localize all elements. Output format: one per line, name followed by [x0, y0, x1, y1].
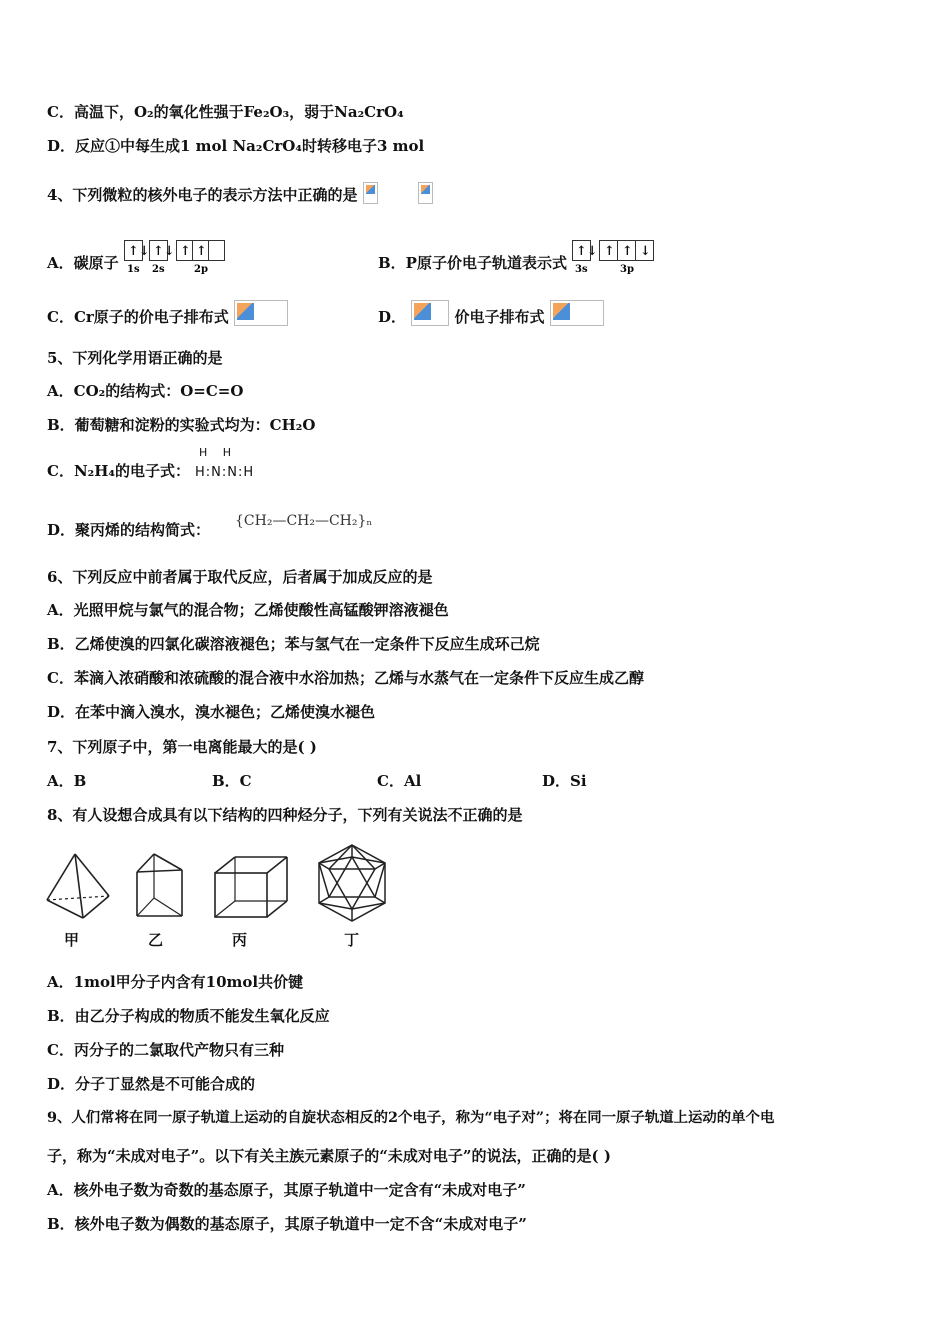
svg-text:↑↓: ↑↓	[152, 244, 175, 259]
q4-option-d-suffix: 价电子排布式	[454, 308, 545, 326]
q7-option-d: D．Si	[542, 772, 587, 790]
q3-option-d: D．反应①中每生成1 mol Na₂CrO₄时转移电子3 mol	[47, 137, 425, 155]
q4-option-b-text: B．P原子价电子轨道表示式	[378, 254, 567, 272]
q5-option-c: C．N₂H₄的电子式：	[47, 462, 190, 480]
triangular-prism-molecule	[134, 852, 186, 920]
svg-text:↑↓: ↑↓	[127, 244, 150, 259]
n2h4-electron-formula: H:N:N:H	[195, 465, 255, 480]
q4-stem	[47, 182, 433, 205]
broken-image-icon	[234, 300, 288, 326]
icosahedron-molecule	[313, 843, 391, 925]
q8-stem: 8、有人设想合成具有以下结构的四种烃分子，下列有关说法不正确的是	[47, 806, 523, 824]
q7-option-c: C．Al	[377, 772, 422, 790]
q6-option-b: B．乙烯使溴的四氯化碳溶液褪色；苯与氢气在一定条件下反应生成环己烷	[47, 635, 540, 653]
q9-stem-line2: 子，称为“未成对电子”。以下有关主族元素原子的“未成对电子”的说法，正确的是( )	[47, 1147, 611, 1165]
orbital-label-2p: 2p	[193, 264, 208, 274]
orbital-label-1s: 1s	[126, 264, 140, 274]
orbital-label-2s: 2s	[151, 264, 165, 274]
q4-option-a	[47, 240, 228, 274]
q7-option-a: A．B	[47, 772, 87, 790]
svg-text:↑: ↑	[195, 244, 207, 259]
q8-option-b: B．由乙分子构成的物质不能发生氧化反应	[47, 1007, 330, 1025]
label-bing: 丙	[232, 931, 248, 949]
q5-option-a: A．CO₂的结构式：O=C=O	[47, 382, 244, 400]
q5-option-b: B．葡萄糖和淀粉的实验式均为：CH₂O	[47, 416, 316, 434]
q4-option-a-text: A．碳原子	[47, 254, 119, 272]
n2h4-electron-dots-top: H H	[199, 446, 238, 459]
q9-option-b: B．核外电子数为偶数的基态原子，其原子轨道中一定不含“未成对电子”	[47, 1215, 527, 1233]
q8-option-c: C．丙分子的二氯取代产物只有三种	[47, 1041, 284, 1059]
polypropylene-formula: {CH₂—CH₂—CH₂}ₙ	[235, 513, 373, 529]
svg-text:↓: ↓	[640, 244, 652, 259]
label-jia: 甲	[64, 931, 80, 949]
q6-stem: 6、下列反应中前者属于取代反应，后者属于加成反应的是	[47, 568, 433, 586]
carbon-orbital-diagram	[124, 240, 228, 274]
q8-option-d: D．分子丁显然是不可能合成的	[47, 1075, 256, 1093]
q9-option-a: A．核外电子数为奇数的基态原子，其原子轨道中一定含有“未成对电子”	[47, 1181, 526, 1199]
broken-image-icon	[550, 300, 604, 326]
q7-stem: 7、下列原子中，第一电离能最大的是( )	[47, 738, 317, 756]
label-yi: 乙	[148, 931, 164, 949]
q4-option-c	[47, 300, 288, 327]
q8-option-a: A．1mol甲分子内含有10mol共价键	[47, 973, 304, 991]
tetrahedron-molecule	[45, 852, 111, 922]
broken-image-icon	[411, 300, 449, 326]
q4-stem-text: 4、下列微粒的核外电子的表示方法中正确的是	[47, 186, 358, 204]
svg-text:↑: ↑	[179, 244, 191, 259]
q4-option-d	[378, 300, 604, 327]
q4-option-d-prefix: D．	[378, 308, 407, 326]
cube-molecule	[213, 855, 291, 919]
broken-image-icon	[363, 182, 378, 204]
svg-text:↑↓: ↑↓	[576, 244, 598, 259]
q4-option-b	[378, 240, 658, 274]
label-ding: 丁	[344, 931, 360, 949]
q9-stem-line1: 9、人们常将在同一原子轨道上运动的自旋状态相反的2个电子，称为“电子对”；将在同一原子轨道上运动的单个电	[47, 1109, 775, 1126]
q6-option-a: A．光照甲烷与氯气的混合物；乙烯使酸性高锰酸钾溶液褪色	[47, 601, 449, 619]
svg-text:↑: ↑	[604, 244, 616, 259]
q3-option-c: C．高温下，O₂的氧化性强于Fe₂O₃，弱于Na₂CrO₄	[47, 103, 404, 121]
phosphorus-orbital-diagram	[572, 240, 658, 274]
q6-option-d: D．在苯中滴入溴水，溴水褪色；乙烯使溴水褪色	[47, 703, 376, 721]
broken-image-icon	[418, 182, 433, 204]
q4-option-c-text: C．Cr原子的价电子排布式	[47, 308, 229, 326]
q5-option-d: D．聚丙烯的结构简式：	[47, 521, 211, 539]
q7-option-b: B．C	[212, 772, 252, 790]
svg-text:↑: ↑	[622, 244, 634, 259]
q6-option-c: C．苯滴入浓硝酸和浓硫酸的混合液中水浴加热；乙烯与水蒸气在一定条件下反应生成乙醇	[47, 669, 644, 687]
orbital-label-3p: 3p	[620, 264, 635, 274]
orbital-label-3s: 3s	[575, 264, 588, 274]
q5-stem: 5、下列化学用语正确的是	[47, 349, 223, 367]
